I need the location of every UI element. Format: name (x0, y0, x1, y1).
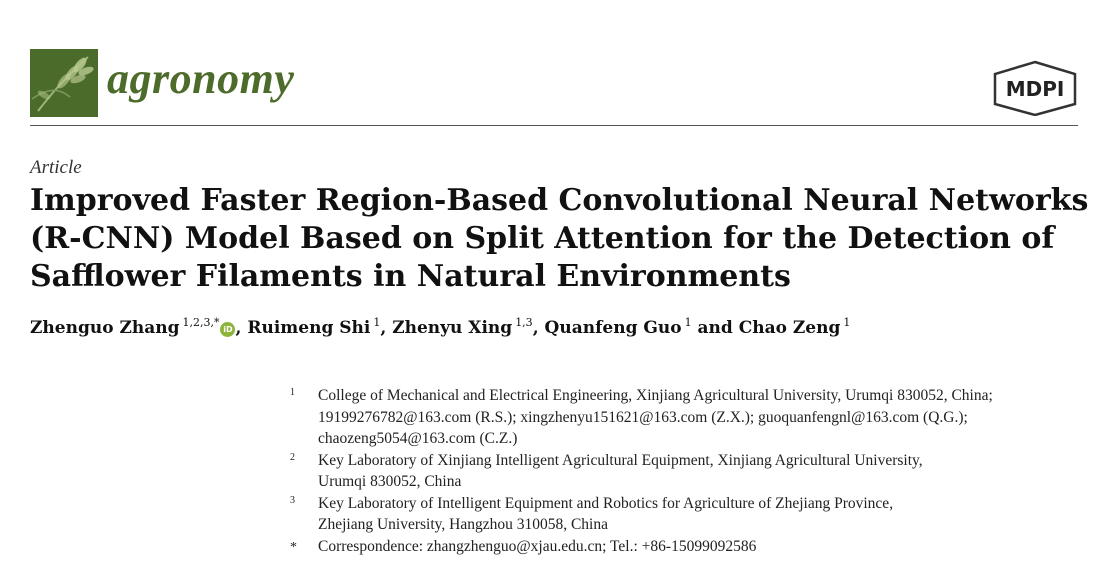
affiliation-line: Zhejiang University, Hangzhou 310058, China (318, 516, 608, 533)
title-line: Improved Faster Region-Based Convolutional Neural Networks (30, 183, 1089, 218)
affiliation-item (290, 450, 1090, 493)
author-name: Zhenyu Xing (392, 318, 513, 338)
affiliation-list (290, 385, 1090, 557)
author-name: Ruimeng Shi (247, 318, 371, 338)
affiliation-item (290, 493, 1090, 536)
article-title (30, 182, 1090, 296)
affiliation-line: College of Mechanical and Electrical Engineering, Xinjiang Agricultural University, Urumqi 830052, China; (318, 387, 993, 404)
author-name: Chao Zeng (738, 318, 841, 338)
affiliation-number: 1 (290, 387, 295, 398)
publisher-name: MDPI (1005, 77, 1065, 101)
journal-name: agronomy (107, 54, 295, 103)
author-affiliation-sup: 1 (843, 316, 851, 329)
author-separator: , (380, 318, 393, 338)
affiliation-line: Urumqi 830052, China (318, 473, 462, 490)
affiliation-item (290, 385, 1090, 450)
author-list (30, 316, 1090, 338)
author-affiliation-sup: 1,2,3,* (182, 316, 220, 329)
affiliation-line: Key Laboratory of Xinjiang Intelligent Agricultural Equipment, Xinjiang Agricultural University, (318, 451, 923, 469)
article-type: Article (30, 157, 82, 178)
wheat-icon (30, 49, 98, 117)
correspondence-item (290, 536, 1090, 558)
affiliation-number: * (290, 539, 297, 555)
author-name: Zhenguo Zhang (30, 318, 180, 338)
journal-logo (30, 49, 98, 117)
author-separator: , (532, 318, 545, 338)
orcid-icon[interactable]: iD (220, 322, 235, 337)
affiliation-line: 19199276782@163.com (R.S.); xingzhenyu151621@163.com (Z.X.); guoquanfengnl@163.com (Q.G.); (318, 408, 968, 426)
affiliation-number: 3 (290, 494, 295, 506)
affiliation-line: Key Laboratory of Intelligent Equipment and Robotics for Agriculture of Zhejiang Province, (318, 494, 894, 512)
author-affiliation-sup: 1,3 (515, 316, 533, 329)
correspondence-line[interactable]: Correspondence: zhangzhenguo@xjau.edu.cn; Tel.: +86-15099092586 (318, 537, 757, 555)
title-line: Safflower Filaments in Natural Environments (30, 259, 791, 294)
author-name: Quanfeng Guo (544, 318, 682, 338)
author-separator: , (235, 318, 248, 338)
title-line: (R-CNN) Model Based on Split Attention for the Detection of (30, 221, 1055, 256)
affiliation-number: 2 (290, 451, 295, 463)
author-separator: and (691, 318, 739, 338)
header-rule (30, 125, 1078, 126)
author-affiliation-sup: 1 (373, 316, 381, 329)
author-affiliation-sup: 1 (684, 316, 692, 329)
mdpi-logo (992, 60, 1078, 116)
affiliation-line: chaozeng5054@163.com (C.Z.) (318, 430, 518, 447)
